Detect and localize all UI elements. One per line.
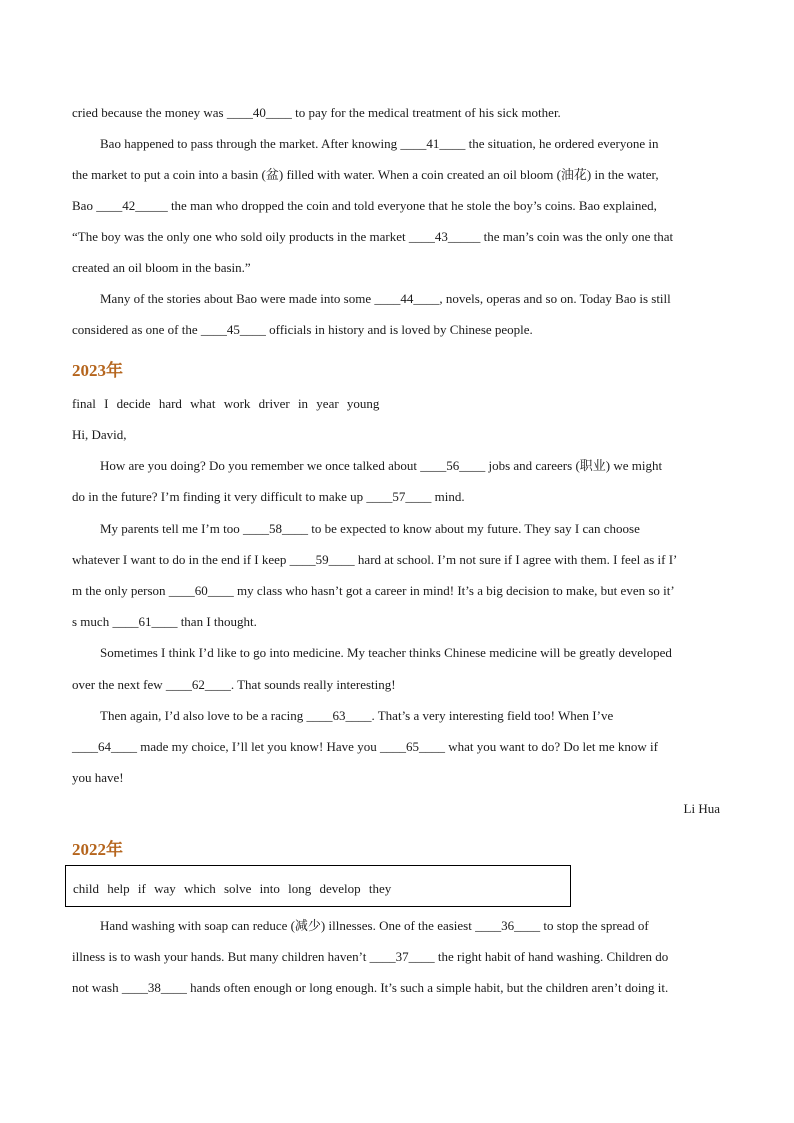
paragraph-line: Many of the stories about Bao were made into some ____44____, novels, operas and so on. Today Bao is still xyxy=(100,291,671,306)
paragraph-line: whatever I want to do in the end if I keep ____59____ hard at school. I’m not sure if I agree with them. I feel as if I’ xyxy=(72,552,678,567)
paragraph-line: s much ____61____ than I thought. xyxy=(72,614,257,629)
letter-greeting: Hi, David, xyxy=(72,427,127,442)
paragraph-line: the market to put a coin into a basin (盆) filled with water. When a coin created an oil bloom (油花) in the water, xyxy=(72,167,659,182)
year-heading-2023: 2023年 xyxy=(72,361,123,380)
year-heading-2022: 2022年 xyxy=(72,840,123,859)
paragraph-line: do in the future? I’m finding it very difficult to make up ____57____ mind. xyxy=(72,489,465,504)
paragraph-line: considered as one of the ____45____ officials in history and is loved by Chinese people. xyxy=(72,322,533,337)
paragraph-line: cried because the money was ____40____ to pay for the medical treatment of his sick mother. xyxy=(72,105,561,120)
paragraph-line: m the only person ____60____ my class who hasn’t got a career in mind! It’s a big decision to make, but even so it’ xyxy=(72,583,675,598)
paragraph-line: Bao happened to pass through the market. After knowing ____41____ the situation, he ordered everyone in xyxy=(100,136,659,151)
paragraph-line: Then again, I’d also love to be a racing ____63____. That’s a very interesting field too! When I’ve xyxy=(100,708,614,723)
paragraph-line: My parents tell me I’m too ____58____ to be expected to know about my future. They say I can choose xyxy=(100,521,640,536)
paragraph-line: you have! xyxy=(72,770,124,785)
paragraph-line: “The boy was the only one who sold oily products in the market ____43_____ the man’s coin was the only one that xyxy=(72,229,674,244)
letter-signature: Li Hua xyxy=(683,801,720,816)
paragraph-line: illness is to wash your hands. But many children haven’t ____37____ the right habit of hand washing. Children do xyxy=(72,949,669,964)
paragraph-line: Sometimes I think I’d like to go into medicine. My teacher thinks Chinese medicine will be greatly developed xyxy=(100,645,672,660)
paragraph-line: ____64____ made my choice, I’ll let you know! Have you ____65____ what you want to do? Do let me know if xyxy=(72,739,658,754)
paragraph-line: created an oil bloom in the basin.” xyxy=(72,260,251,275)
paragraph-line: Hand washing with soap can reduce (减少) illnesses. One of the easiest ____36____ to stop the spread of xyxy=(100,918,649,933)
paragraph-line: Bao ____42_____ the man who dropped the coin and told everyone that he stole the boy’s coins. Bao explained, xyxy=(72,198,657,213)
paragraph-line: How are you doing? Do you remember we once talked about ____56____ jobs and careers (职业) we might xyxy=(100,458,663,473)
word-bank-2023: final I decide hard what work driver in year young xyxy=(72,396,380,411)
paragraph-line: over the next few ____62____. That sounds really interesting! xyxy=(72,677,396,692)
word-bank-box xyxy=(65,865,571,907)
word-bank-2022: child help if way which solve into long develop they xyxy=(73,881,392,896)
paragraph-line: not wash ____38____ hands often enough or long enough. It’s such a simple habit, but the children aren’t doing it. xyxy=(72,980,669,995)
